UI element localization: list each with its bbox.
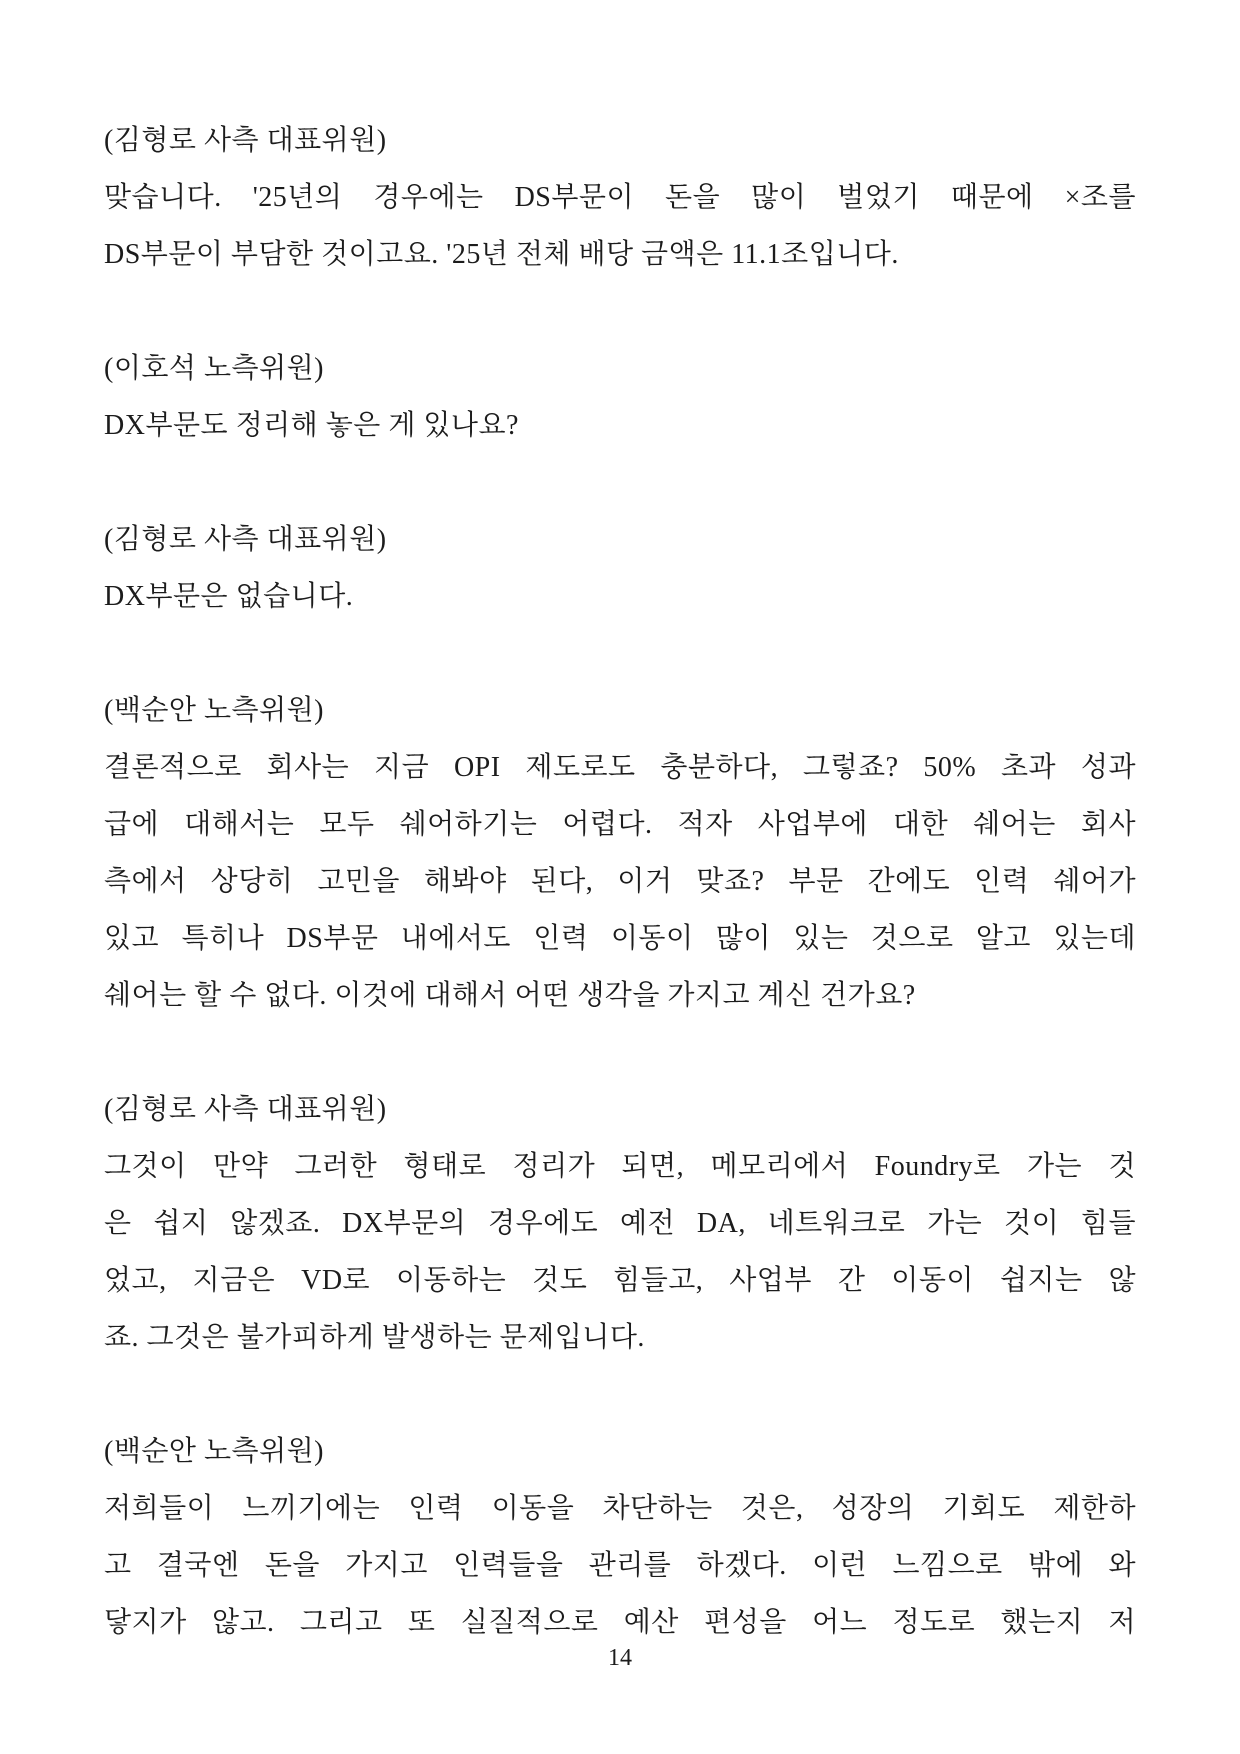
- text-line: 죠. 그것은 불가피하게 발생하는 문제입니다.: [104, 1322, 645, 1353]
- speaker-label: (이호석 노측위원): [104, 353, 324, 384]
- text-line: 급에 대해서는 모두 쉐어하기는 어렵다. 적자 사업부에 대한 쉐어는 회사: [104, 809, 1136, 840]
- text-line: 결론적으로 회사는 지금 OPI 제도로도 충분하다, 그렇죠? 50% 초과 성과: [104, 752, 1136, 783]
- text-line: 고 결국엔 돈을 가지고 인력들을 관리를 하겠다. 이런 느낌으로 밖에 와: [104, 1550, 1136, 1581]
- dialogue-block: [104, 1423, 1136, 1651]
- speaker-label: (김형로 사측 대표위원): [104, 524, 387, 555]
- text-line: 쉐어는 할 수 없다. 이것에 대해서 어떤 생각을 가지고 계신 건가요?: [104, 980, 916, 1011]
- dialogue-block: [104, 112, 1136, 283]
- text-line: 었고, 지금은 VD로 이동하는 것도 힘들고, 사업부 간 이동이 쉽지는 않: [104, 1265, 1136, 1296]
- text-line: 그것이 만약 그러한 형태로 정리가 되면, 메모리에서 Foundry로 가는 것: [104, 1151, 1136, 1182]
- text-line: 닿지가 않고. 그리고 또 실질적으로 예산 편성을 어느 정도로 했는지 저: [104, 1607, 1136, 1638]
- page-footer: [0, 1638, 1240, 1678]
- text-line: DS부문이 부담한 것이고요. '25년 전체 배당 금액은 11.1조입니다.: [104, 239, 899, 270]
- text-line: 측에서 상당히 고민을 해봐야 된다, 이거 맞죠? 부문 간에도 인력 쉐어가: [104, 866, 1136, 897]
- speaker-label: (김형로 사측 대표위원): [104, 125, 387, 156]
- dialogue-block: [104, 1081, 1136, 1366]
- speaker-label: (백순안 노측위원): [104, 1436, 324, 1467]
- dialogue-block: [104, 340, 1136, 454]
- page-number: 14: [608, 1645, 632, 1671]
- dialogue-block: [104, 511, 1136, 625]
- text-line: 은 쉽지 않겠죠. DX부문의 경우에도 예전 DA, 네트워크로 가는 것이 힘들: [104, 1208, 1136, 1239]
- text-line: DX부문도 정리해 놓은 게 있나요?: [104, 410, 519, 441]
- text-line: 맞습니다. '25년의 경우에는 DS부문이 돈을 많이 벌었기 때문에 ×조를: [104, 182, 1136, 213]
- dialogue-block: [104, 682, 1136, 1024]
- speaker-label: (김형로 사측 대표위원): [104, 1094, 387, 1125]
- text-line: DX부문은 없습니다.: [104, 581, 354, 612]
- text-line: 저희들이 느끼기에는 인력 이동을 차단하는 것은, 성장의 기회도 제한하: [104, 1493, 1136, 1524]
- text-line: 있고 특히나 DS부문 내에서도 인력 이동이 많이 있는 것으로 알고 있는데: [104, 923, 1136, 954]
- speaker-label: (백순안 노측위원): [104, 695, 324, 726]
